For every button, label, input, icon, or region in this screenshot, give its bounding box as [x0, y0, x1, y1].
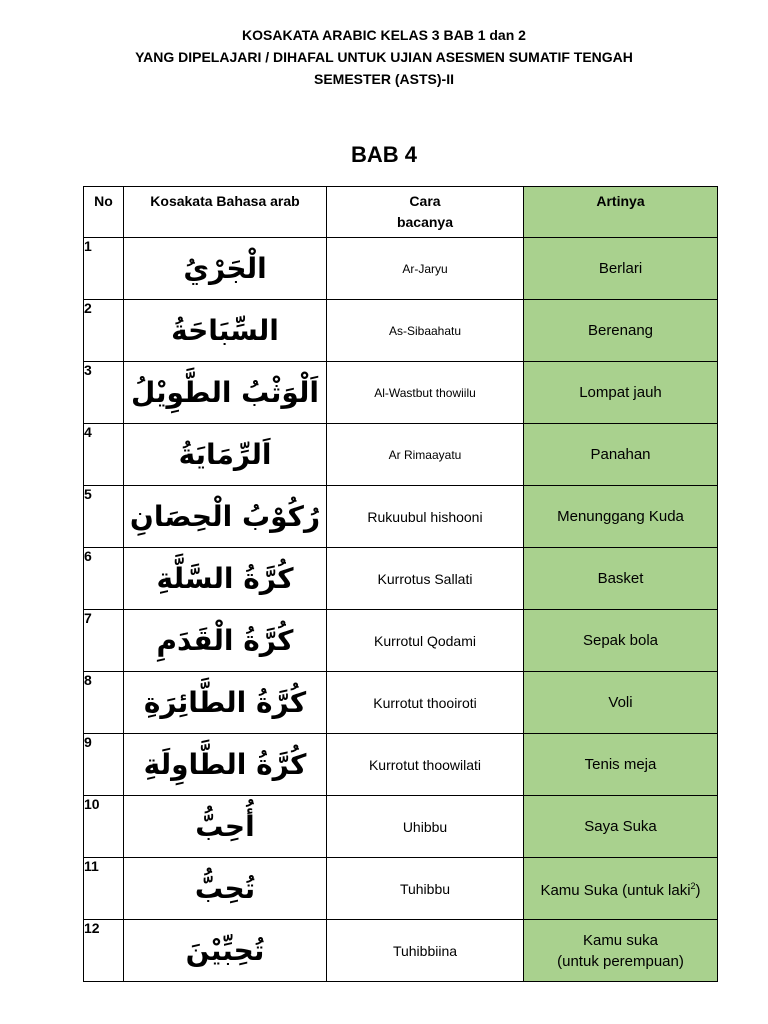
row-number: 11 [84, 858, 124, 920]
meaning-text [524, 920, 718, 982]
row-number: 12 [84, 920, 124, 982]
reading-text: Kurrotut thoowilati [327, 734, 524, 796]
arabic-word: تُحِبِّيْنَ [124, 920, 327, 982]
row-number: 4 [84, 424, 124, 486]
arabic-word: الْجَرْيُ [124, 238, 327, 300]
meaning-text: Basket [524, 548, 718, 610]
meaning-main: Kamu Suka (untuk laki [540, 882, 691, 899]
meaning-superscript: 2 [690, 881, 696, 891]
header-line-3: SEMESTER (ASTS)-II [313, 71, 454, 87]
reading-text: Tuhibbu [327, 858, 524, 920]
meaning-text: Menunggang Kuda [524, 486, 718, 548]
header-line-2: YANG DIPELAJARI / DIHAFAL UNTUK UJIAN ASESMEN SUMATIF TENGAH [135, 49, 633, 65]
table-row [84, 858, 718, 920]
meaning-text: Saya Suka [524, 796, 718, 858]
reading-text: Ar-Jaryu [327, 238, 524, 300]
arabic-word: كُرَّةُ الْقَدَمِ [124, 610, 327, 672]
meaning-text: Tenis meja [524, 734, 718, 796]
vocabulary-table [83, 186, 718, 982]
reading-text: Kurrotul Qodami [327, 610, 524, 672]
arabic-word: رُكُوْبُ الْحِصَانِ [124, 486, 327, 548]
row-number: 10 [84, 796, 124, 858]
arabic-word: كُرَّةُ الطَّائِرَةِ [124, 672, 327, 734]
row-number: 2 [84, 300, 124, 362]
row-number: 7 [84, 610, 124, 672]
table-row [84, 672, 718, 734]
table-row [84, 734, 718, 796]
reading-text: Tuhibbiina [327, 920, 524, 982]
arabic-word: تُحِبُّ [124, 858, 327, 920]
header-arabic-vocab: Kosakata Bahasa arab [124, 187, 327, 238]
meaning-text: Berlari [524, 238, 718, 300]
meaning-text [524, 858, 718, 920]
row-number: 8 [84, 672, 124, 734]
arabic-word: كُرَّةُ الطَّاوِلَةِ [124, 734, 327, 796]
meaning-line-2: (untuk perempuan) [557, 952, 684, 970]
header-line-1: KOSAKATA ARABIC KELAS 3 BAB 1 dan 2 [242, 27, 526, 43]
meaning-text: Sepak bola [524, 610, 718, 672]
table-header-row [84, 187, 718, 238]
arabic-word: كُرَّةُ السَّلَّةِ [124, 548, 327, 610]
row-number: 6 [84, 548, 124, 610]
reading-text: Kurrotut thooiroti [327, 672, 524, 734]
arabic-word: اَلرِّمَايَةُ [124, 424, 327, 486]
table-row [84, 610, 718, 672]
arabic-word: اَلْوَثْبُ الطَّوِيْلُ [124, 362, 327, 424]
header-no: No [84, 187, 124, 238]
header-reading [327, 187, 524, 238]
meaning-text: Voli [524, 672, 718, 734]
meaning-text: Berenang [524, 300, 718, 362]
table-row [84, 548, 718, 610]
reading-text: Uhibbu [327, 796, 524, 858]
table-row [84, 796, 718, 858]
row-number: 3 [84, 362, 124, 424]
meaning-line-1: Kamu suka [582, 931, 659, 949]
meaning-close: ) [695, 882, 701, 899]
document-header [0, 24, 768, 90]
reading-text: Ar Rimaayatu [327, 424, 524, 486]
table-row [84, 486, 718, 548]
row-number: 1 [84, 238, 124, 300]
reading-text: Rukuubul hishooni [327, 486, 524, 548]
section-title: BAB 4 [350, 142, 417, 167]
header-reading-line-2: bacanya [396, 214, 454, 230]
table-row [84, 920, 718, 982]
table-row [84, 238, 718, 300]
header-reading-line-1: Cara [409, 193, 441, 209]
header-meaning: Artinya [524, 187, 718, 238]
table-row [84, 424, 718, 486]
arabic-word: السِّبَاحَةُ [124, 300, 327, 362]
meaning-text: Panahan [524, 424, 718, 486]
reading-text: As-Sibaahatu [327, 300, 524, 362]
meaning-text: Lompat jauh [524, 362, 718, 424]
arabic-word: أُحِبُّ [124, 796, 327, 858]
row-number: 5 [84, 486, 124, 548]
table-row [84, 300, 718, 362]
reading-text: Kurrotus Sallati [327, 548, 524, 610]
row-number: 9 [84, 734, 124, 796]
table-row [84, 362, 718, 424]
reading-text: Al-Wastbut thowiilu [327, 362, 524, 424]
